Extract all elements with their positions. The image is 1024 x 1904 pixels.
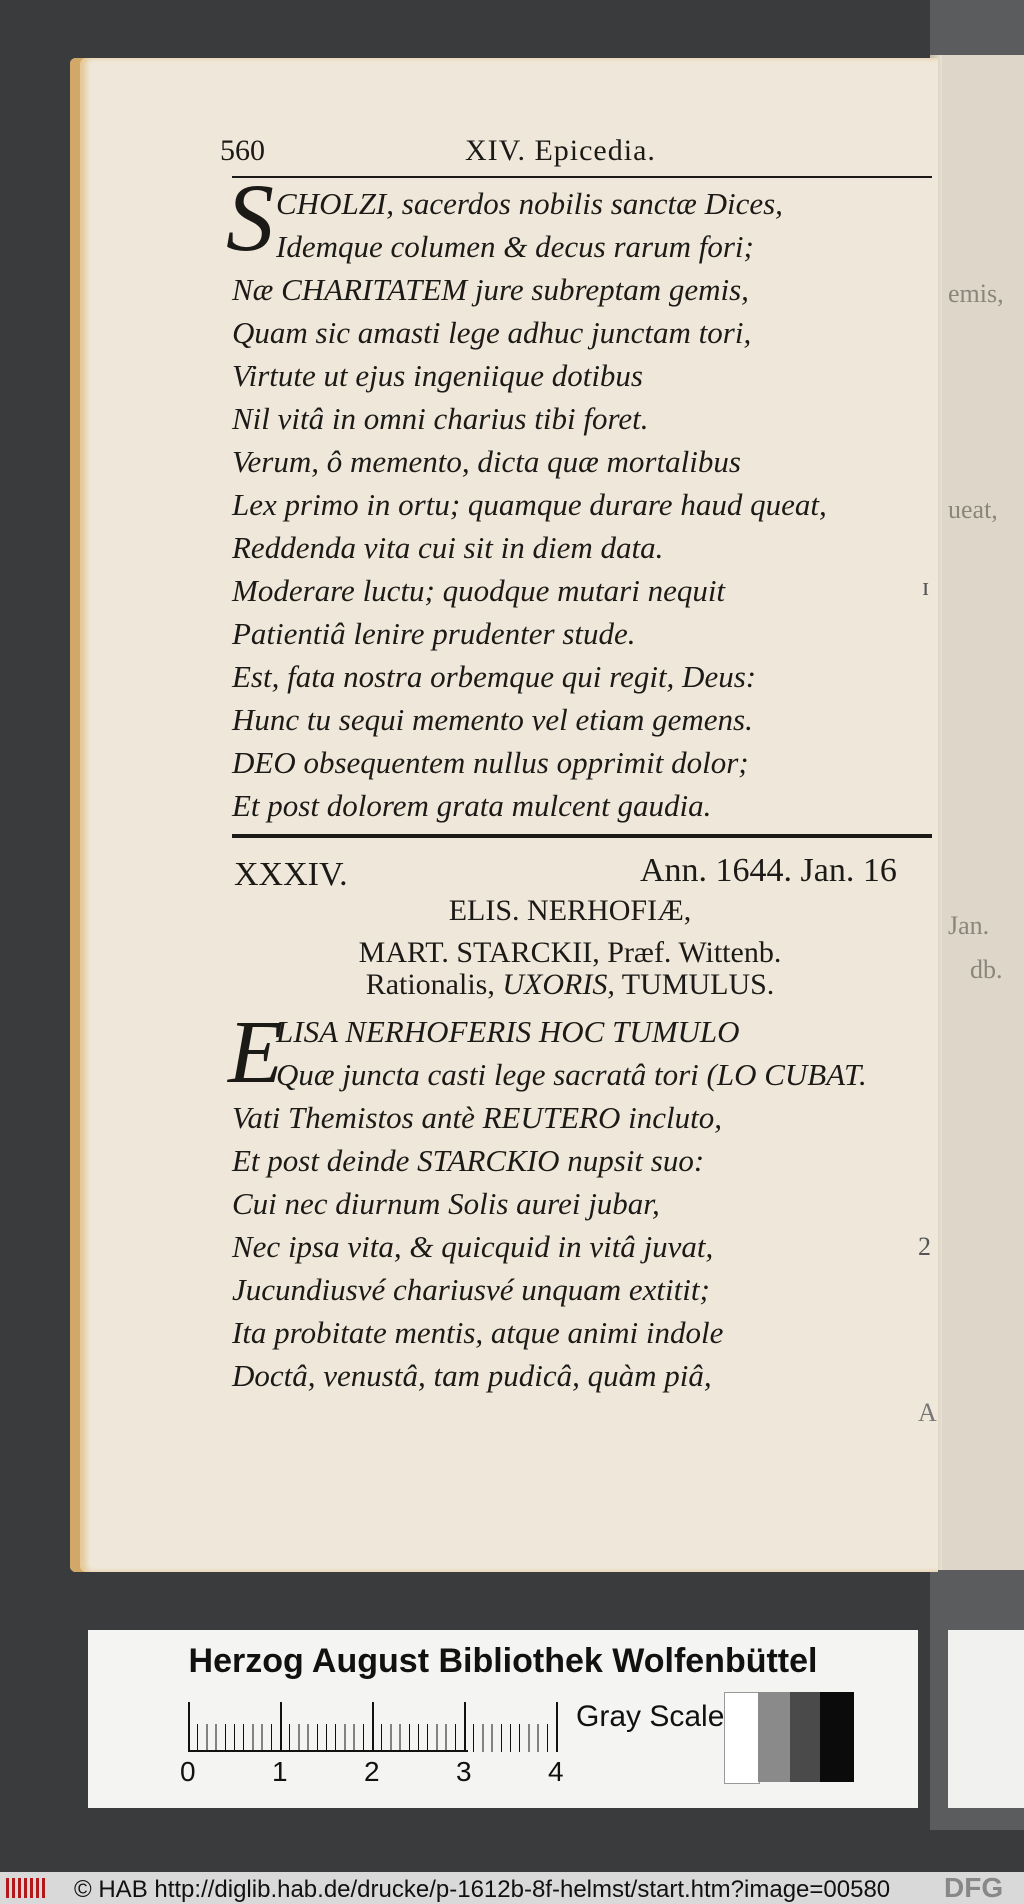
scale-number: 2 bbox=[364, 1756, 380, 1787]
gray-swatch bbox=[820, 1692, 854, 1782]
verse-line: Quam sic amasti lege adhuc junctam tori, bbox=[232, 315, 752, 350]
color-calibration-card bbox=[88, 1630, 918, 1808]
section-date: Ann. 1644. Jan. 16 bbox=[640, 852, 897, 889]
verse-line: Est, fata nostra orbemque qui regit, Deus: bbox=[232, 659, 757, 694]
verse-line: LISA NERHOFERIS HOC TUMULO bbox=[276, 1014, 740, 1049]
section-title-line: ELIS. NERHOFIÆ, bbox=[448, 894, 692, 927]
verse-line: Ita probitate mentis, atque animi indole bbox=[232, 1315, 724, 1350]
adjacent-page-fragment: emis, bbox=[948, 279, 1004, 308]
gray-swatch bbox=[724, 1692, 760, 1784]
gray-swatch bbox=[758, 1692, 790, 1782]
verse-line: Nil vitâ in omni charius tibi foret. bbox=[232, 401, 649, 436]
verse-line: Doctâ, venustâ, tam pudicâ, quàm piâ, bbox=[232, 1358, 712, 1393]
drop-capital: S bbox=[226, 164, 274, 271]
verse-line: DEO obsequentem nullus opprimit dolor; bbox=[232, 745, 749, 780]
verse-line: Verum, ô memento, dicta quæ mortalibus bbox=[232, 444, 741, 479]
verse-line: Quæ juncta casti lege sacratâ tori (LO CUBAT. bbox=[276, 1057, 867, 1092]
verse-line: Vati Themistos antè REUTERO incluto, bbox=[232, 1100, 722, 1135]
scale-ruler bbox=[188, 1702, 568, 1752]
margin-mark: 2 bbox=[918, 1232, 931, 1261]
verse-line: Et post deinde STARCKIO nupsit suo: bbox=[232, 1143, 705, 1178]
running-title: XIV. Epicedia. bbox=[465, 134, 656, 167]
verse-line: Virtute ut ejus ingeniique dotibus bbox=[232, 358, 643, 393]
section-number: XXXIV. bbox=[234, 856, 348, 893]
ruler-minor-ticks bbox=[188, 1724, 558, 1752]
gray-swatch bbox=[790, 1692, 820, 1782]
page-number: 560 bbox=[220, 134, 265, 167]
verse-line: Cui nec diurnum Solis aurei jubar, bbox=[232, 1186, 660, 1221]
scale-number: 4 bbox=[548, 1756, 564, 1787]
scale-number: 0 bbox=[180, 1756, 196, 1787]
adjacent-page bbox=[940, 55, 1024, 1570]
hab-logo-icon bbox=[6, 1878, 48, 1898]
dfg-logo: DFG bbox=[944, 1872, 1004, 1903]
drop-capital: E bbox=[228, 1003, 283, 1102]
catchword: A bbox=[918, 1398, 937, 1427]
verse-line: Lex primo in ortu; quamque durare haud queat, bbox=[232, 487, 827, 522]
section-divider bbox=[232, 834, 932, 838]
scale-number: 3 bbox=[456, 1756, 472, 1787]
section-title-line: MART. STARCKII, Præf. Wittenb. bbox=[358, 936, 782, 969]
title-fragment: UXORIS, bbox=[502, 968, 615, 1001]
verse-line: Nec ipsa vita, & quicquid in vitâ juvat, bbox=[232, 1229, 714, 1264]
section-title-line bbox=[220, 968, 920, 1002]
verse-line: Reddenda vita cui sit in diem data. bbox=[232, 530, 664, 565]
gray-scale-label: Gray Scale bbox=[576, 1700, 725, 1733]
adjacent-calibration-card bbox=[948, 1630, 1024, 1808]
verse-line: Jucundiusvé chariusvé unquam extitit; bbox=[232, 1272, 710, 1307]
adjacent-page-fragment: Jan. bbox=[948, 911, 990, 940]
scale-number: 1 bbox=[272, 1756, 288, 1787]
adjacent-page-fragment: ueat, bbox=[948, 495, 998, 524]
verse-line: Næ CHARITATEM jure subreptam gemis, bbox=[232, 272, 749, 307]
page-header bbox=[220, 134, 920, 174]
header-rule bbox=[232, 176, 932, 178]
verse-line: Hunc tu sequi memento vel etiam gemens. bbox=[232, 702, 753, 737]
verse-line: Idemque columen & decus rarum fori; bbox=[276, 229, 754, 264]
margin-mark: ɪ bbox=[922, 572, 930, 601]
verse-line: CHOLZI, sacerdos nobilis sanctæ Dices, bbox=[276, 186, 783, 221]
verse-line: Moderare luctu; quodque mutari nequit bbox=[232, 573, 726, 608]
title-fragment: TUMULUS. bbox=[614, 968, 775, 1001]
poem-text bbox=[232, 182, 827, 827]
title-fragment: Rationalis, bbox=[365, 968, 503, 1001]
copyright-link[interactable]: © HAB http://diglib.hab.de/drucke/p-1612b-8f-helmst/start.htm?image=00580 bbox=[74, 1876, 891, 1903]
card-title: Herzog August Bibliothek Wolfenbüttel bbox=[188, 1642, 818, 1680]
verse-line: Et post dolorem grata mulcent gaudia. bbox=[232, 788, 712, 823]
poem-text bbox=[232, 1010, 867, 1397]
footer-bar bbox=[0, 1872, 1024, 1904]
adjacent-page-fragment: db. bbox=[970, 955, 1003, 984]
verse-line: Patientiâ lenire prudenter stude. bbox=[232, 616, 636, 651]
